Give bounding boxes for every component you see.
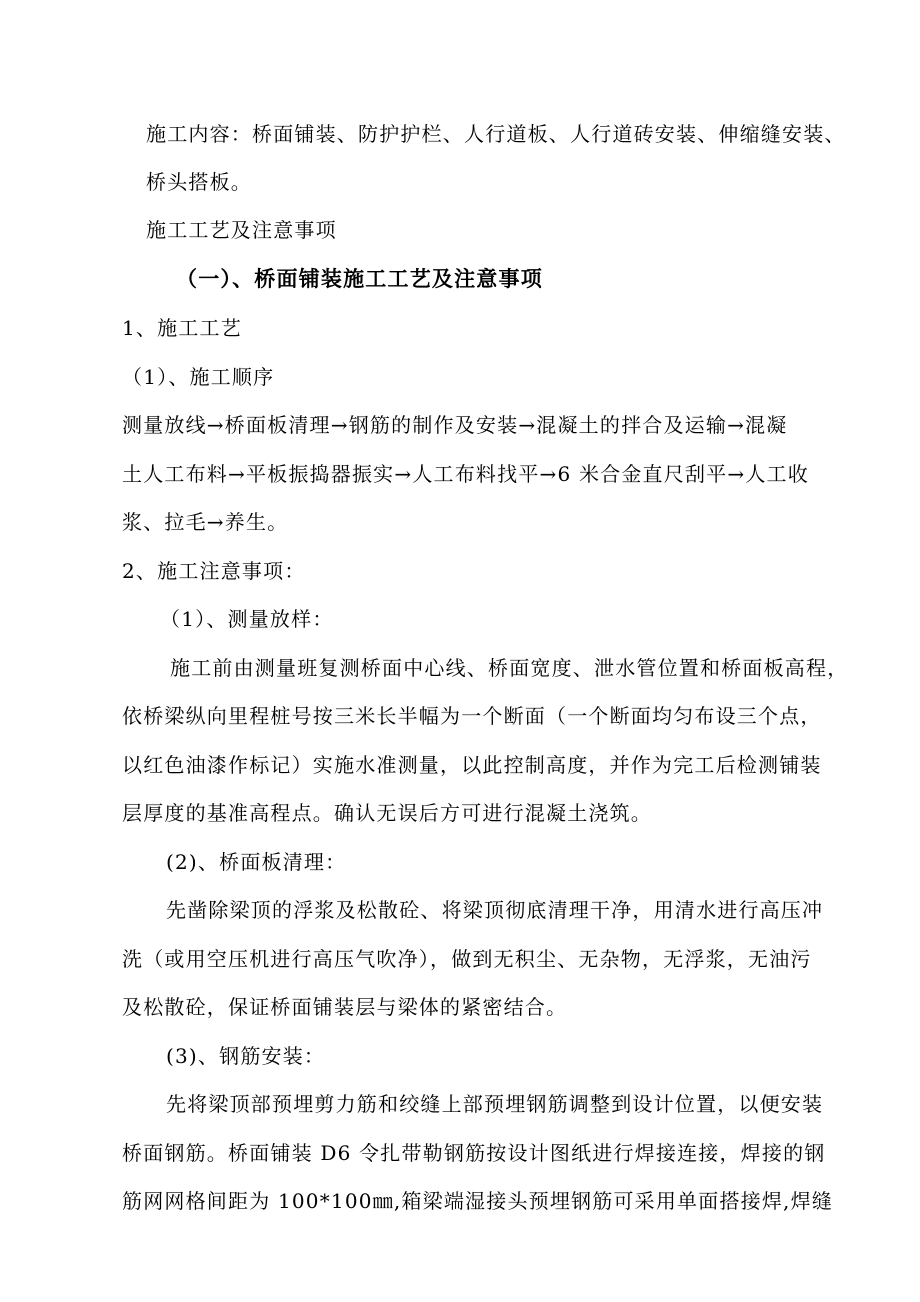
chapter-title-deck-paving: （一）、桥面铺装施工工艺及注意事项 (176, 266, 543, 291)
rebar-paragraph-line-1: 先将梁顶部预埋剪力筋和绞缝上部预埋钢筋调整到设计位置，以便安装 (166, 1092, 824, 1116)
survey-paragraph-line-3: 以红色油漆作标记）实施水准测量，以此控制高度，并作为完工后检测铺装 (122, 753, 822, 777)
subheading-construction-process: 1、施工工艺 (122, 316, 242, 340)
subheading-survey-layout: （1）、测量放样： (160, 607, 334, 631)
sequence-line-1: 测量放线→桥面板清理→钢筋的制作及安装→混凝土的拌合及运输→混凝 (122, 413, 788, 437)
survey-paragraph-line-1: 施工前由测量班复测桥面中心线、桥面宽度、泄水管位置和桥面板高程， (170, 656, 849, 680)
subheading-construction-notes: 2、施工注意事项： (122, 559, 306, 583)
subheading-construction-sequence: （1）、施工顺序 (122, 365, 275, 389)
cleaning-paragraph-line-3: 及松散砼，保证桥面铺装层与梁体的紧密结合。 (122, 995, 568, 1019)
survey-paragraph-line-2: 依桥梁纵向里程桩号按三米长半幅为一个断面（一个断面均匀布设三个点， (122, 704, 822, 728)
paragraph-construction-content-line-2: 桥头搭板。 (146, 170, 252, 194)
sequence-line-3: 浆、拉毛→养生。 (122, 510, 289, 534)
cleaning-paragraph-line-2: 洗（或用空压机进行高压气吹净），做到无积尘、无杂物，无浮浆，无油污 (122, 947, 812, 971)
paragraph-construction-content-line-1: 施工内容：桥面铺装、防护护栏、人行道板、人行道砖安装、伸缩缝安装、 (146, 122, 846, 146)
subheading-deck-cleaning: (2)、桥面板清理： (166, 850, 347, 874)
sequence-line-2: 土人工布料→平板振捣器振实→人工布料找平→6 米合金直尺刮平→人工收 (122, 462, 809, 486)
subheading-rebar-installation: (3)、钢筋安装： (166, 1044, 326, 1068)
rebar-paragraph-line-3: 筋网网格间距为 100*100㎜,箱梁端湿接头预埋钢筋可采用单面搭接焊,焊缝 (122, 1189, 834, 1213)
rebar-paragraph-line-2: 桥面钢筋。桥面铺装 D6 令扎带勒钢筋按设计图纸进行焊接连接，焊接的钢 (122, 1141, 826, 1165)
section-heading-process-and-notes: 施工工艺及注意事项 (146, 218, 337, 242)
survey-paragraph-line-4: 层厚度的基准高程点。确认无误后方可进行混凝土浇筑。 (122, 801, 652, 825)
cleaning-paragraph-line-1: 先凿除梁顶的浮浆及松散砼、将梁顶彻底清理干净，用清水进行高压冲 (166, 898, 824, 922)
